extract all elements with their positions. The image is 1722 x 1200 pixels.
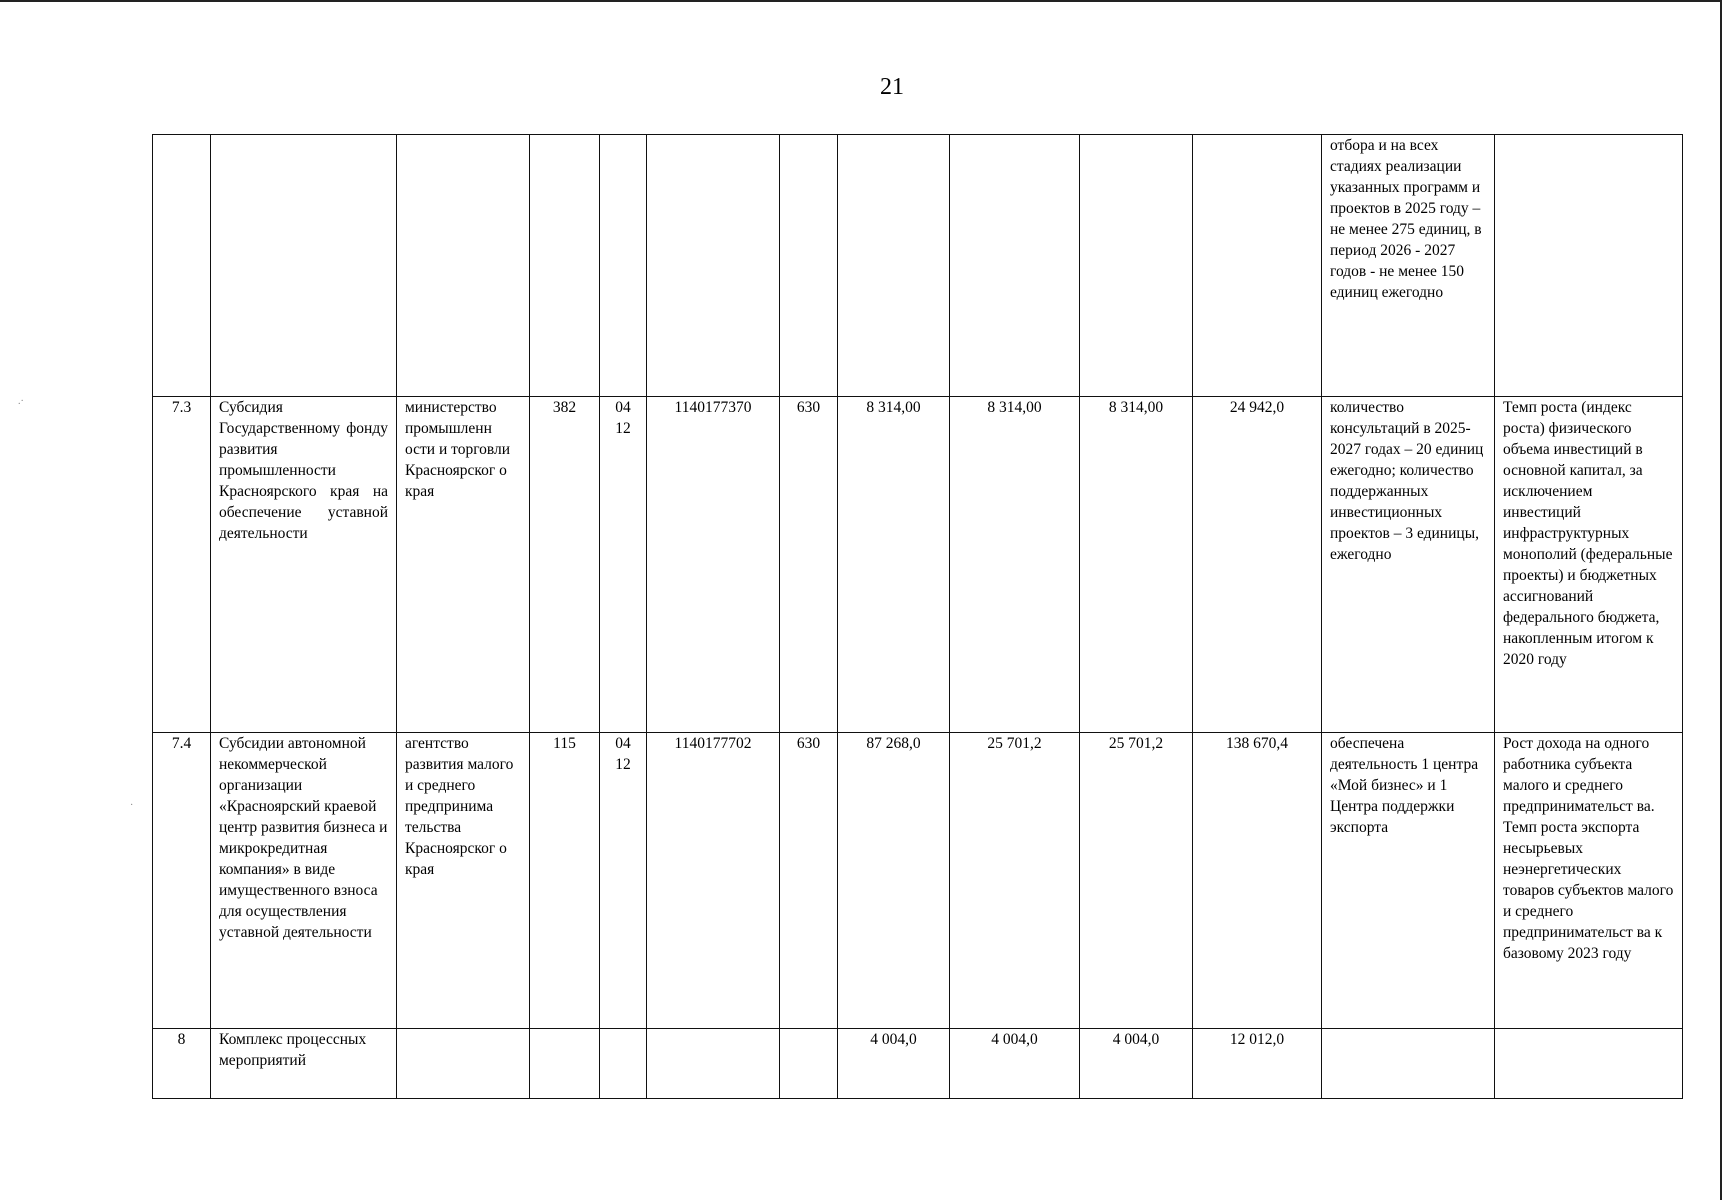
cell-indicator bbox=[1495, 135, 1683, 397]
cell-2026: 4 004,0 bbox=[950, 1029, 1080, 1099]
cell-total: 24 942,0 bbox=[1193, 397, 1322, 733]
cell-2026 bbox=[950, 135, 1080, 397]
cell-result: количество консультаций в 2025-2027 годах – 20 единиц ежегодно; количество поддержанных инвестиционных проектов – 3 единицы, ежегодно bbox=[1322, 397, 1495, 733]
cell-name: Субсидии автономной некоммерческой организации «Красноярский краевой центр развития бизнеса и микрокредитная компания» в виде имущественного взноса для осуществления уставной деятельности bbox=[211, 733, 397, 1029]
cell-indicator bbox=[1495, 1029, 1683, 1099]
cell-indicator: Рост дохода на одного работника субъекта малого и среднего предпринимательст ва. Темп роста экспорта несырьевых неэнергетических товаров субъектов малого и среднего предпринимательст ва к базовому 2023 году bbox=[1495, 733, 1683, 1029]
cell-2026: 8 314,00 bbox=[950, 397, 1080, 733]
cell-name bbox=[211, 135, 397, 397]
cell-csr: 1140177702 bbox=[647, 733, 780, 1029]
cell-section bbox=[600, 1029, 647, 1099]
table-row-8 bbox=[153, 1029, 1683, 1099]
scan-speck: · bbox=[130, 800, 134, 811]
cell-2026: 25 701,2 bbox=[950, 733, 1080, 1029]
cell-csr bbox=[647, 135, 780, 397]
cell-2025: 87 268,0 bbox=[838, 733, 950, 1029]
cell-vr bbox=[780, 1029, 838, 1099]
cell-num: 7.3 bbox=[153, 397, 211, 733]
cell-grbs: 115 bbox=[530, 733, 600, 1029]
cell-grbs bbox=[530, 1029, 600, 1099]
cell-csr bbox=[647, 1029, 780, 1099]
cell-2027: 8 314,00 bbox=[1080, 397, 1193, 733]
cell-total bbox=[1193, 135, 1322, 397]
table-row-7-3 bbox=[153, 397, 1683, 733]
cell-name: Комплекс процессных мероприятий bbox=[211, 1029, 397, 1099]
cell-2025: 8 314,00 bbox=[838, 397, 950, 733]
cell-2025 bbox=[838, 135, 950, 397]
cell-vr: 630 bbox=[780, 733, 838, 1029]
cell-num: 8 bbox=[153, 1029, 211, 1099]
cell-result: обеспечена деятельность 1 центра «Мой бизнес» и 1 Центра поддержки экспорта bbox=[1322, 733, 1495, 1029]
cell-result bbox=[1322, 1029, 1495, 1099]
cell-section bbox=[600, 135, 647, 397]
cell-gov: министерство промышленн ости и торговли Красноярског о края bbox=[397, 397, 530, 733]
cell-2027 bbox=[1080, 135, 1193, 397]
cell-2027: 4 004,0 bbox=[1080, 1029, 1193, 1099]
cell-gov bbox=[397, 1029, 530, 1099]
page-number: 21 bbox=[880, 74, 904, 100]
cell-gov bbox=[397, 135, 530, 397]
table-row-continuation bbox=[153, 135, 1683, 397]
cell-2025: 4 004,0 bbox=[838, 1029, 950, 1099]
cell-section: 04 12 bbox=[600, 733, 647, 1029]
cell-csr: 1140177370 bbox=[647, 397, 780, 733]
cell-gov: агентство развития малого и среднего предпринима тельства Красноярског о края bbox=[397, 733, 530, 1029]
cell-num: 7.4 bbox=[153, 733, 211, 1029]
cell-vr: 630 bbox=[780, 397, 838, 733]
cell-result: отбора и на всех стадиях реализации указанных программ и проектов в 2025 году – не менее 275 единиц, в период 2026 - 2027 годов - не менее 150 единиц ежегодно bbox=[1322, 135, 1495, 397]
cell-total: 12 012,0 bbox=[1193, 1029, 1322, 1099]
cell-section: 04 12 bbox=[600, 397, 647, 733]
cell-vr bbox=[780, 135, 838, 397]
cell-num bbox=[153, 135, 211, 397]
table-row-7-4 bbox=[153, 733, 1683, 1029]
cell-grbs bbox=[530, 135, 600, 397]
cell-grbs: 382 bbox=[530, 397, 600, 733]
scan-speck: .· bbox=[18, 396, 24, 407]
cell-2027: 25 701,2 bbox=[1080, 733, 1193, 1029]
cell-total: 138 670,4 bbox=[1193, 733, 1322, 1029]
budget-table bbox=[152, 134, 1683, 1099]
cell-indicator: Темп роста (индекс роста) физического объема инвестиций в основной капитал, за исключением инвестиций инфраструктурных монополий (федеральные проекты) и бюджетных ассигнований федерального бюджета, накопленным итогом к 2020 году bbox=[1495, 397, 1683, 733]
cell-name: Субсидия Государственному фонду развития промышленности Красноярского края на обеспечение уставной деятельности bbox=[211, 397, 397, 733]
